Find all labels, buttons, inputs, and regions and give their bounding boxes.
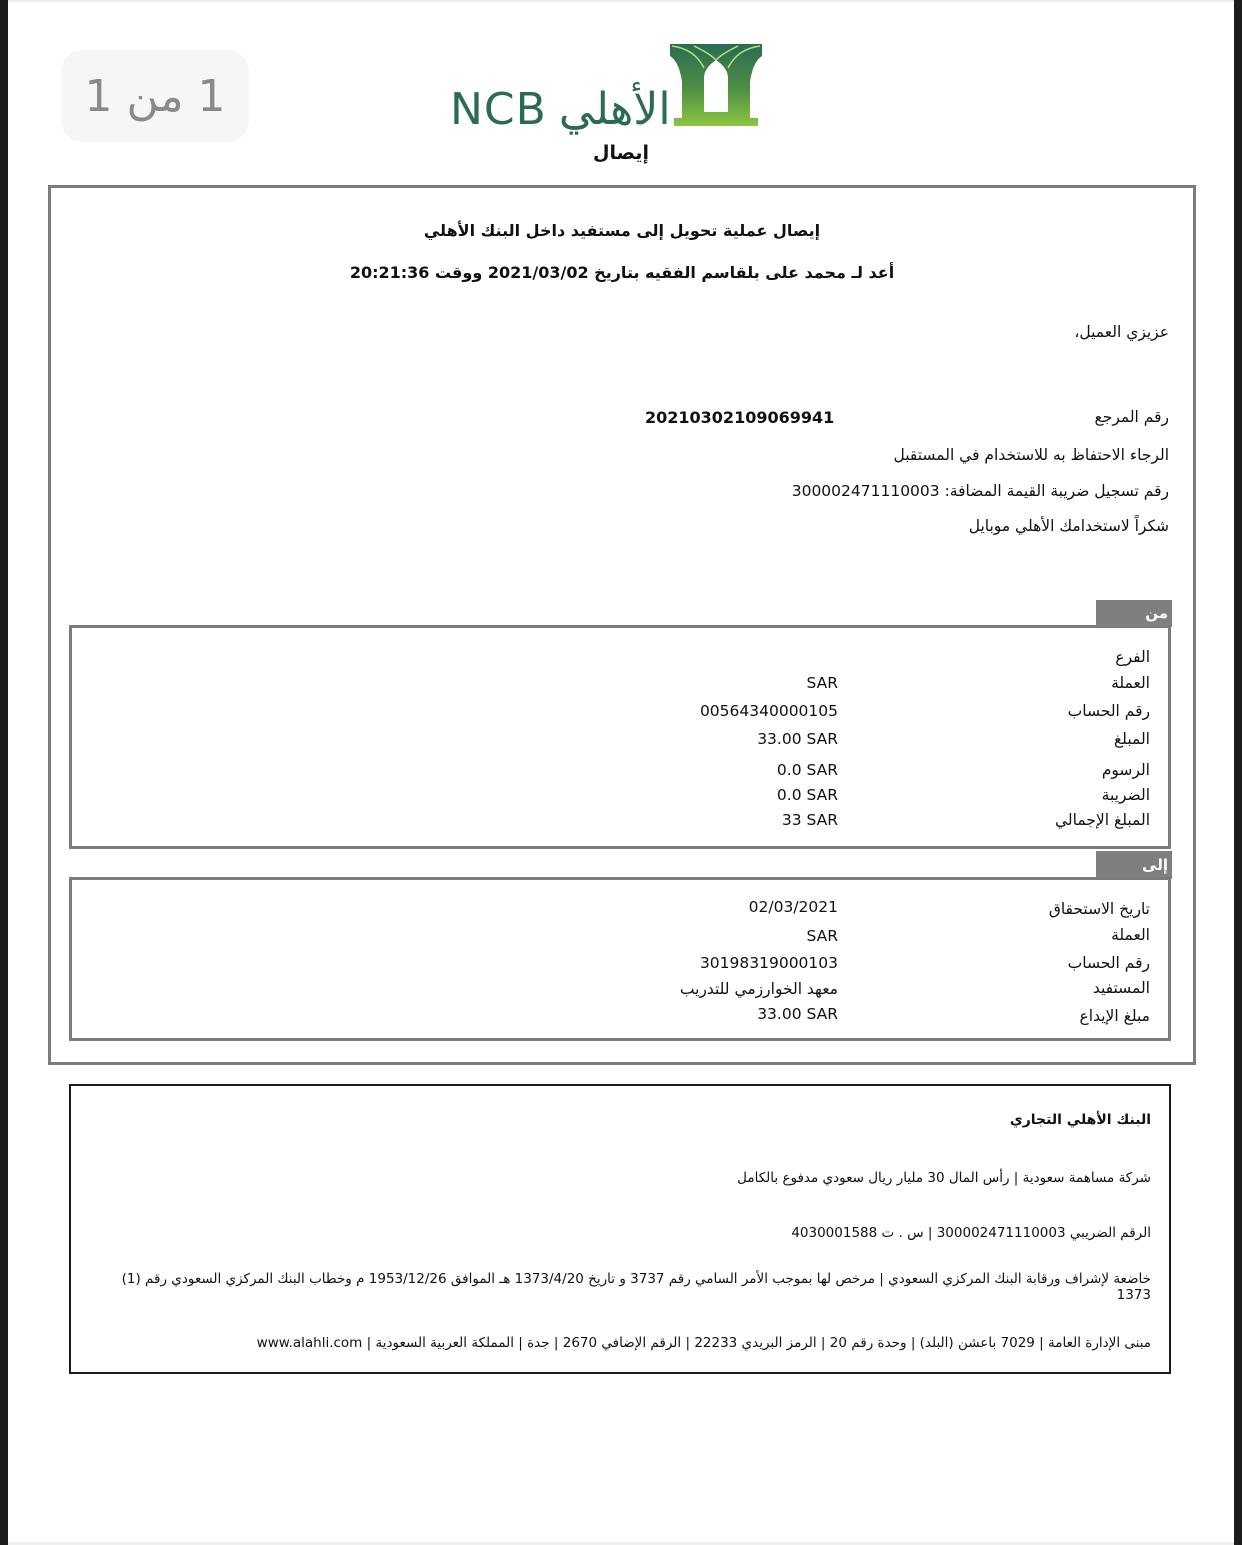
to-deposit-amount-label: مبلغ الإيداع [1079,1007,1150,1025]
to-due-date-label: تاريخ الاستحقاق [1048,900,1150,918]
from-fees-label: الرسوم [1101,761,1150,779]
prepared-for-line: أعد لـ محمد على بلقاسم الفقيه بتاريخ 2021/03/02 ووقت 20:21:36 [349,263,895,282]
reference-label: رقم المرجع [1094,408,1169,426]
from-currency-value: SAR [806,674,838,692]
greeting: عزيزي العميل، [1074,323,1169,341]
keep-note: الرجاء الاحتفاظ به للاستخدام في المستقبل [893,446,1169,464]
to-due-date-value: 02/03/2021 [748,898,838,916]
document-title: إيصال [593,142,649,164]
from-section [69,625,1171,849]
logo-arabic-text: الأهلي [558,83,671,135]
bank-footer [69,1084,1171,1374]
from-section-header: من [1096,600,1172,627]
to-beneficiary-label: المستفيد [1092,979,1150,997]
footer-tax-cr: الرقم الضريبي 300002471110003 | س . ت 4030001588 [791,1225,1151,1241]
to-account-value: 30198319000103 [699,954,838,972]
logo-wordmark [450,84,671,134]
screen-edge-top [8,0,1234,2]
vat-registration: رقم تسجيل ضريبة القيمة المضافة: 300002471110003 [791,482,1169,500]
screen-edge-left [0,0,8,1545]
from-tax-label: الضريبة [1101,786,1150,804]
to-deposit-amount-value: 33.00 SAR [757,1005,838,1023]
footer-bank-name: البنك الأهلي التجاري [1009,1112,1151,1128]
receipt-container [48,185,1196,1065]
from-fees-value: 0.0 SAR [776,761,838,779]
thanks-message: شكراً لاستخدامك الأهلي موبايل [968,517,1169,535]
from-amount-value: 33.00 SAR [757,730,838,748]
screen-edge-right [1234,0,1242,1545]
to-currency-label: العملة [1111,926,1150,944]
from-total-value: 33 SAR [781,811,838,829]
ncb-arch-icon [668,42,764,128]
footer-company-info: شركة مساهمة سعودية | رأس المال 30 مليار ريال سعودي مدفوع بالكامل [737,1170,1151,1186]
receipt-heading: إيصال عملية تحويل إلى مستفيد داخل البنك الأهلي [423,221,821,240]
to-section [69,877,1171,1041]
from-currency-label: العملة [1111,674,1150,692]
footer-regulation: خاضعة لإشراف ورقابة البنك المركزي السعودي | مرخص لها بموجب الأمر السامي رقم 3737 و تاريخ 1373/4/20 هـ الموافق 1953/12/26 م وخطاب البنك المركزي السعودي رقم (1) 1373 [121,1271,1151,1303]
to-account-label: رقم الحساب [1067,954,1150,972]
reference-value: 20210302109069941 [645,408,835,427]
to-currency-value: SAR [806,927,838,945]
from-amount-label: المبلغ [1113,730,1150,748]
to-section-header: إلى [1096,851,1172,879]
footer-address: مبنى الإدارة العامة | 7029 باعشن (البلد) | وحدة رقم 20 | الرمز البريدي 22233 | الرقم الإضافي 2670 | جدة | المملكة العربية السعودية | www.alahli.com [256,1335,1151,1351]
logo-latin-text: NCB [450,83,547,135]
from-branch-label: الفرع [1115,648,1150,666]
ncb-logo [450,42,770,135]
from-account-value: 00564340000105 [699,702,838,720]
from-account-label: رقم الحساب [1067,702,1150,720]
to-beneficiary-value: معهد الخوارزمي للتدريب [679,980,838,998]
page-indicator: 1 من 1 [61,50,249,142]
from-tax-value: 0.0 SAR [776,786,838,804]
from-total-label: المبلغ الإجمالي [1054,811,1150,829]
